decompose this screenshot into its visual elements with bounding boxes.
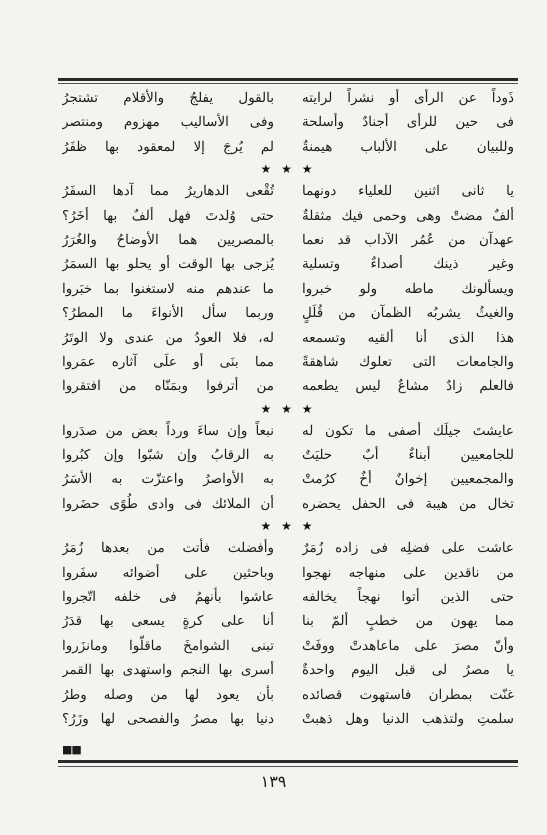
stanza-1	[62, 86, 514, 159]
first-hemistich: ذَوداً عن الرأى أو نشراً لرايته	[302, 90, 514, 106]
second-hemistich: لم يُرجَ إلا لمعقود بها ظفَرُ	[62, 138, 274, 155]
second-hemistich: حتى وُلدتَ فهل ألفٌ بها أخَرُ؟	[62, 207, 274, 224]
stanza-separator: ★ ★ ★	[260, 401, 316, 416]
couplet	[62, 110, 514, 134]
second-hemistich: تُقْعى الدهاريرُ مما آدها السفَرُ	[62, 183, 274, 200]
stanza-4	[62, 536, 514, 731]
second-hemistich: وباحثين على أضوائه سفَروا	[62, 564, 274, 581]
first-hemistich: والمجمعيين إخوانٌ أخٌ كرُمتْ	[302, 471, 514, 488]
couplet	[62, 86, 514, 110]
second-hemistich: مما بنَى أو علَى آثاره عمَروا	[62, 353, 274, 370]
first-hemistich: ويسألونك ماطه ولو خبروا	[302, 280, 514, 297]
second-hemistich: نبعاً وإن ساءَ ورداً بعض من صدَروا	[62, 422, 274, 439]
first-hemistich: فالعلم زادٌ مشاعٌ ليس يطعمه	[302, 378, 514, 395]
couplet	[62, 561, 514, 585]
second-hemistich: بالمصريين هما الأوضاحُ والغُرَرُ	[62, 231, 274, 248]
couplet	[62, 204, 514, 228]
bottom-rule	[58, 760, 518, 763]
second-hemistich: عاشوا بأنهمُ فى خلفه اتّجروا	[62, 589, 274, 606]
first-hemistich: سلمتِ ولتذهب الدنيا وهل ذهبتْ	[302, 710, 514, 727]
first-hemistich: عايشتَ جيلَك أصفى ما تكون له	[302, 422, 514, 439]
poem-page	[62, 86, 514, 756]
first-hemistich: مما يهون من خطبٍ ألمّ بنا	[302, 613, 514, 630]
couplet	[62, 609, 514, 633]
first-hemistich: حتى الذين أتوا نهجاً يخالفه	[302, 589, 514, 606]
second-hemistich: وفى الأساليب مهزوم ومنتصر	[62, 114, 274, 131]
first-hemistich: عاشت على فضلِه فى زاده زُمَرٌ	[302, 540, 514, 557]
couplet	[62, 443, 514, 467]
first-hemistich: غنّت بمطران فاستهوت قصائده	[302, 686, 514, 703]
stanza-3	[62, 419, 514, 517]
couplet	[62, 277, 514, 301]
couplet	[62, 634, 514, 658]
couplet	[62, 536, 514, 560]
second-hemistich: تبنى الشوامخَ ماقلّوا ومانزَروا	[62, 637, 274, 654]
second-hemistich: أن الملائك فى وادى طُوًى حضَروا	[62, 495, 274, 512]
stanza-separator: ★ ★ ★	[260, 519, 316, 534]
first-hemistich: هذا الذى أنا ألقيه وتسمعه	[302, 329, 514, 346]
couplet	[62, 179, 514, 203]
second-hemistich: ما عندهم منه لاستغنوا بما خبَروا	[62, 280, 274, 297]
couplet	[62, 350, 514, 374]
first-hemistich: وغير ذينك أصداءٌ وتسلية	[302, 256, 514, 273]
second-hemistich: بالقول يفلجُ والأقلام تشتجرُ	[62, 90, 274, 106]
second-hemistich: به الأواصرُ واعتزّت به الأسَرُ	[62, 471, 274, 488]
couplet	[62, 252, 514, 276]
first-hemistich: وللبيان على الألباب هيمنةٌ	[302, 138, 514, 155]
second-hemistich: بأن يعود لها من وصله وطرُ	[62, 686, 274, 703]
couplet	[62, 301, 514, 325]
top-rule	[58, 78, 518, 81]
stanza-2	[62, 179, 514, 399]
first-hemistich: من ناقدين على منهاجه نهجوا	[302, 564, 514, 581]
couplet	[62, 135, 514, 159]
first-hemistich: يا ثانى اثنين للعلياء دونهما	[302, 183, 514, 200]
first-hemistich: والجامعات التى تعلوك شاهقةً	[302, 353, 514, 370]
top-rule-thin	[58, 83, 518, 84]
first-hemistich: فى حين للرأى أجنادٌ وأسلحة	[302, 114, 514, 131]
stanza-separator: ★ ★ ★	[260, 162, 316, 177]
couplet	[62, 658, 514, 682]
bottom-rule-thin	[58, 766, 518, 767]
couplet	[62, 419, 514, 443]
second-hemistich: وربما سأل الأنواءَ ما المطرُ؟	[62, 305, 274, 322]
second-hemistich: له، فلا العودُ من عندى ولا الوتَرُ	[62, 329, 274, 346]
second-hemistich: أنا على كرةٍ يسعى بها قدَرُ	[62, 613, 274, 630]
page-number: ١٣٩	[260, 772, 287, 791]
first-hemistich: عهدآن من عُمُر الآداب قد نعما	[302, 231, 514, 248]
first-hemistich: تخال من هيبة فى الحفل يحضره	[302, 495, 514, 512]
couplet	[62, 228, 514, 252]
first-hemistich: للجامعيين أبناءٌ أبٌ حليَتٌ	[302, 447, 514, 464]
first-hemistich: ألفٌ مضتْ وهى وحمى فيك مثقلةٌ	[302, 207, 514, 224]
second-hemistich: أسرى بها النجم واستهدى بها القمر	[62, 662, 274, 679]
couplet	[62, 492, 514, 516]
end-mark: ■■	[62, 743, 81, 756]
second-hemistich: دنيا بها مصرُ والفصحى لها وزَرُ؟	[62, 710, 274, 727]
second-hemistich: يُزجى بها الوقت أو يحلو بها السمَرُ	[62, 256, 274, 273]
couplet	[62, 683, 514, 707]
couplet	[62, 585, 514, 609]
couplet	[62, 707, 514, 731]
second-hemistich: من أترفوا وبمَنّاه من افتقروا	[62, 378, 274, 395]
first-hemistich: يا مصرُ لى قبل اليوم واحدةٌ	[302, 662, 514, 679]
first-hemistich: وأنّ مصرَ على ماعاهدتْ ووفَتْ	[302, 637, 514, 654]
couplet	[62, 326, 514, 350]
first-hemistich: والغيثُ يشربُه الظمآن من قُلَلٍ	[302, 305, 514, 322]
second-hemistich: وأفضلت فأتت من بعدها زُمَرُ	[62, 540, 274, 557]
couplet	[62, 374, 514, 398]
couplet	[62, 467, 514, 491]
second-hemistich: به الرقابُ وإن شبّوا وإن كبُروا	[62, 447, 274, 464]
